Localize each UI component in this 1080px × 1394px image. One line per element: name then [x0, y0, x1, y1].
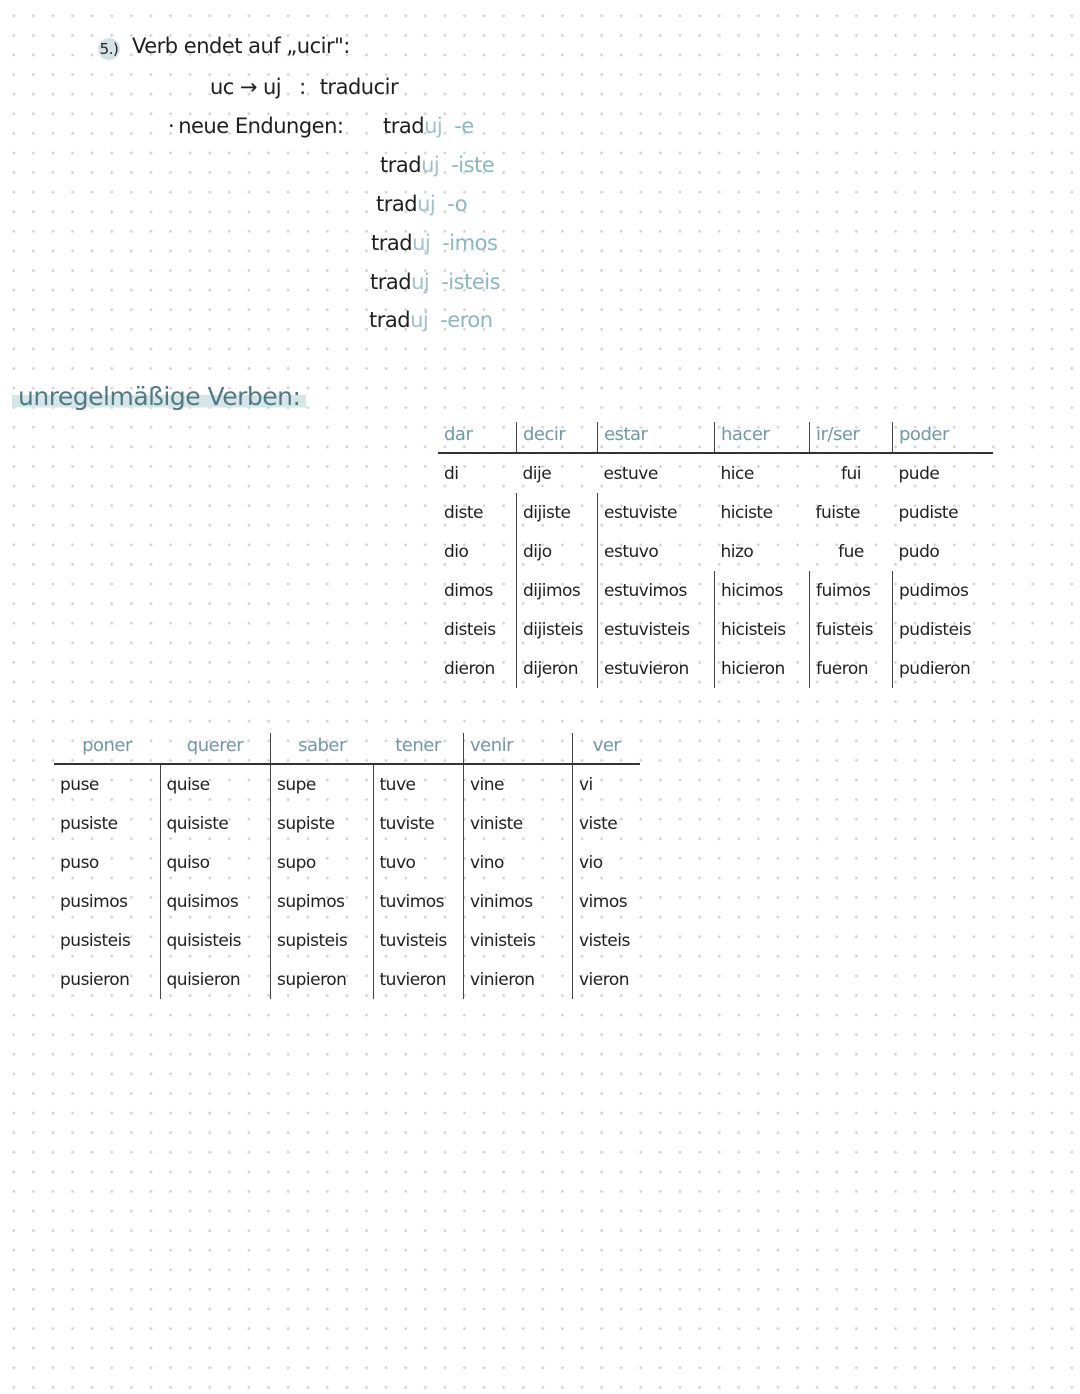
conj-ending: -iste [451, 153, 495, 177]
table-row [54, 921, 640, 960]
new-endings-label [168, 114, 343, 138]
table-cell: pusiste [60, 813, 118, 834]
table-cell: pusieron [60, 969, 130, 990]
table-cell: pudo [898, 541, 940, 562]
section-heading: Verb endet auf „ucir": [132, 34, 350, 58]
conj-stem-highlight: uj [410, 308, 429, 332]
table-cell: quise [160, 764, 271, 804]
table-cell: dijimos [517, 571, 598, 610]
conjugation-row [376, 192, 467, 216]
table-cell: diste [444, 502, 483, 523]
table-cell: hiciste [720, 502, 773, 523]
table-cell: vino [464, 843, 573, 882]
conj-stem-highlight: uj [411, 270, 430, 294]
table-cell: estuviste [598, 493, 715, 532]
table-cell: fueron [810, 649, 893, 688]
table-cell: tuviste [373, 804, 464, 843]
bullet-icon: · [168, 114, 175, 138]
table-cell: estuve [603, 463, 658, 484]
table-cell: supieron [271, 960, 374, 999]
table-cell: pude [898, 463, 940, 484]
table-cell: dijeron [517, 649, 598, 688]
conjugation-row [369, 308, 493, 332]
table-header-row [438, 422, 993, 453]
table-cell: supiste [271, 804, 374, 843]
table-row [438, 532, 993, 571]
table-cell: fuimos [810, 571, 893, 610]
conj-stem: trad [380, 153, 422, 177]
column-header-decir: decir [517, 422, 598, 453]
column-header-ir-ser: ir/ser [810, 422, 893, 453]
table-cell: viniste [464, 804, 573, 843]
table-cell: vinieron [464, 960, 573, 999]
table-cell: disteis [444, 619, 496, 640]
conj-ending: -isteis [441, 270, 501, 294]
column-header-tener: tener [395, 734, 441, 756]
table-cell: estuvo [598, 532, 715, 571]
table-row [54, 960, 640, 999]
table-cell: di [444, 463, 459, 484]
table-cell: tuve [373, 764, 464, 804]
rule-separator: : [299, 75, 306, 99]
conj-stem-highlight: uj [412, 231, 431, 255]
table-row [438, 453, 993, 493]
section-number: 5.) [99, 40, 119, 58]
table-cell: fuiste [815, 502, 860, 523]
table-cell: puso [60, 852, 99, 873]
table-cell: hicieron [715, 649, 810, 688]
column-header-poder: poder [893, 422, 994, 453]
conj-stem-highlight: uj [417, 192, 436, 216]
conj-stem-highlight: uj [421, 153, 440, 177]
table-cell: vinisteis [464, 921, 573, 960]
table-cell: tuvimos [373, 882, 464, 921]
table-cell: dijisteis [517, 610, 598, 649]
conj-stem: trad [383, 114, 425, 138]
table-row [438, 571, 993, 610]
table-cell: quisiste [160, 804, 271, 843]
table-cell: dijiste [517, 493, 598, 532]
table-cell: quiso [160, 843, 271, 882]
conjugation-row [383, 114, 474, 138]
rule-line [210, 75, 398, 99]
arrow-icon: → [239, 75, 257, 99]
conj-ending: -imos [442, 231, 498, 255]
table-cell: dieron [444, 658, 495, 679]
table-cell: dije [522, 463, 552, 484]
table-cell: hice [720, 463, 754, 484]
table-cell: puse [60, 774, 99, 795]
conj-ending: -e [454, 114, 474, 138]
table-cell: vinimos [464, 882, 573, 921]
table-cell: estuvisteis [598, 610, 715, 649]
table-cell: visteis [573, 921, 641, 960]
rule-to: uj [262, 75, 282, 99]
table-cell: fui [841, 463, 861, 484]
column-header-hacer: hacer [715, 422, 810, 453]
table-cell: vine [464, 764, 573, 804]
table-cell: dio [444, 541, 469, 562]
column-header-querer: querer [186, 734, 244, 756]
table-cell: dijo [517, 532, 598, 571]
table-row [54, 843, 640, 882]
table-cell: vieron [573, 960, 641, 999]
conj-stem-highlight: uj [424, 114, 443, 138]
irregular-verbs-table-1 [438, 422, 993, 688]
table-cell: hizo [720, 541, 754, 562]
table-cell: supe [271, 764, 374, 804]
column-header-dar: dar [444, 423, 473, 445]
table-row [438, 493, 993, 532]
new-endings-text: neue Endungen: [178, 114, 344, 138]
table-cell: vimos [573, 882, 641, 921]
table-cell: hicimos [715, 571, 810, 610]
table-row [438, 610, 993, 649]
conj-stem: trad [369, 308, 411, 332]
table-cell: hicisteis [715, 610, 810, 649]
table-cell: pusisteis [60, 930, 131, 951]
table-cell: vi [573, 764, 641, 804]
table-cell: pudimos [893, 571, 994, 610]
column-header-poner: poner [82, 734, 132, 756]
table-cell: quisieron [160, 960, 271, 999]
rule-from: uc [210, 75, 234, 99]
table-cell: estuvieron [598, 649, 715, 688]
conj-stem: trad [371, 231, 413, 255]
table-cell: viste [573, 804, 641, 843]
table-cell: quisimos [160, 882, 271, 921]
conj-ending: -o [447, 192, 468, 216]
table-cell: supo [271, 843, 374, 882]
table-cell: tuvo [373, 843, 464, 882]
table-cell: tuvieron [373, 960, 464, 999]
table-cell: pudisteis [893, 610, 994, 649]
table-cell: pusimos [60, 891, 128, 912]
conj-ending: -eron [440, 308, 493, 332]
table-cell: dimos [444, 580, 493, 601]
conjugation-row [370, 270, 500, 294]
table-row [438, 649, 993, 688]
conjugation-row [371, 231, 497, 255]
table-cell: fuisteis [810, 610, 893, 649]
table-cell: tuvisteis [373, 921, 464, 960]
table-cell: estuvimos [598, 571, 715, 610]
irregular-verbs-table-2 [54, 733, 640, 999]
table-cell: pudieron [893, 649, 994, 688]
rule-example: traducir [319, 75, 399, 99]
table-cell: pudiste [898, 502, 959, 523]
conj-stem: trad [370, 270, 412, 294]
column-header-estar: estar [598, 422, 715, 453]
table-row [54, 804, 640, 843]
table-row [54, 882, 640, 921]
table-cell: supimos [271, 882, 374, 921]
table-cell: vio [573, 843, 641, 882]
column-header-saber: saber [271, 733, 374, 764]
column-header-ver: ver [573, 733, 641, 764]
table-cell: supisteis [271, 921, 374, 960]
table-header-row [54, 733, 640, 764]
column-header-venir: venir [464, 733, 573, 764]
irregular-verbs-title: unregelmäßige Verben: [12, 382, 306, 411]
table-cell: fue [838, 541, 864, 562]
table-row [54, 764, 640, 804]
table-cell: quisisteis [160, 921, 271, 960]
conj-stem: trad [376, 192, 418, 216]
conjugation-row [380, 153, 494, 177]
